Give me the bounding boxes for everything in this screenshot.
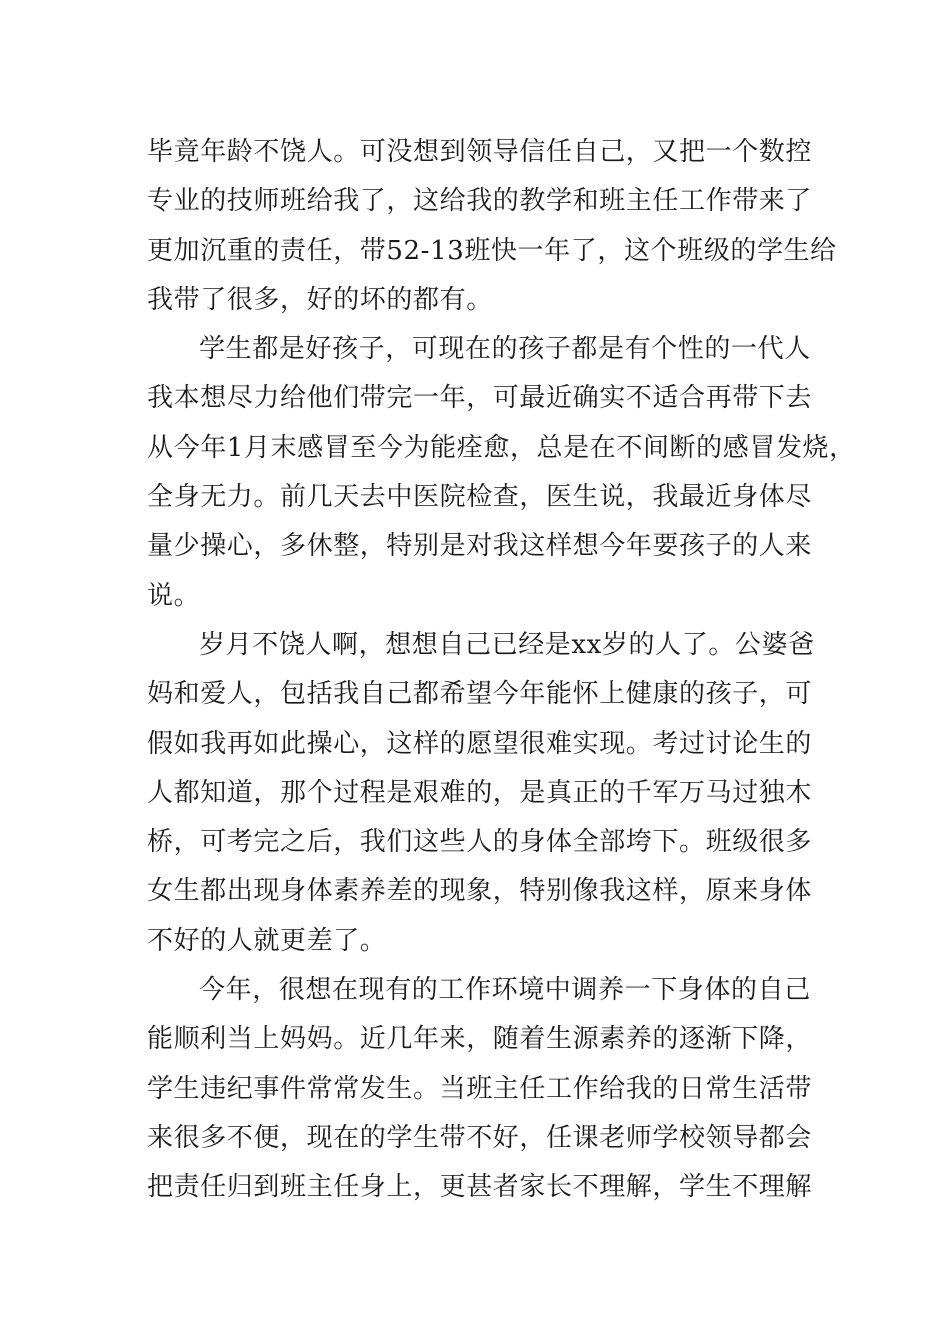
text-line: 说。 <box>147 580 201 611</box>
text-line: 学生都是好孩子，可现在的孩子都是有个性的一代人 <box>199 334 811 365</box>
text-line: 人都知道，那个过程是艰难的，是真正的千军万马过独木 <box>147 777 813 808</box>
text-line: 今年，很想在现有的工作环境中调养一下身体的自己 <box>199 975 811 1006</box>
text-line: 专业的技师班给我了，这给我的教学和班主任工作带来了 <box>147 186 813 217</box>
text-line: 我带了很多，好的坏的都有。 <box>147 284 493 315</box>
text-line: 学生违纪事件常常发生。当班主任工作给我的日常生活带 <box>147 1073 813 1104</box>
text-line: 从今年1月末感冒至今为能痊愈，总是在不间断的感冒发烧， <box>147 432 856 463</box>
text-line: 桥，可考完之后，我们这些人的身体全部垮下。班级很多 <box>147 827 813 858</box>
text-line: 毕竟年龄不饶人。可没想到领导信任自己，又把一个数控 <box>147 137 813 167</box>
text-line: 岁月不饶人啊，想想自己已经是xx岁的人了。公婆爸 <box>199 629 815 660</box>
document-body <box>147 128 856 1213</box>
text-line: 女生都出现身体素养差的现象，特别像我这样，原来身体 <box>147 876 813 907</box>
text-line: 假如我再如此操心，这样的愿望很难实现。考过讨论生的 <box>147 728 813 759</box>
text-line: 来很多不便，现在的学生带不好，任课老师学校领导都会 <box>147 1122 813 1153</box>
text-line: 妈和爱人，包括我自己都希望今年能怀上健康的孩子，可 <box>147 679 813 710</box>
text-line: 把责任归到班主任身上，更甚者家长不理解，学生不理解 <box>147 1172 813 1203</box>
text-line: 能顺利当上妈妈。近几年来，随着生源素养的逐渐下降， <box>147 1024 813 1055</box>
text-line: 更加沉重的责任，带52-13班快一年了，这个班级的学生给 <box>147 235 837 266</box>
text-line: 全身无力。前几天去中医院检查，医生说，我最近身体尽 <box>147 482 813 513</box>
text-line: 我本想尽力给他们带完一年，可最近确实不适合再带下去 <box>147 383 813 414</box>
text-line: 不好的人就更差了。 <box>147 925 387 956</box>
text-line: 量少操心，多休整，特别是对我这样想今年要孩子的人来 <box>147 531 813 562</box>
